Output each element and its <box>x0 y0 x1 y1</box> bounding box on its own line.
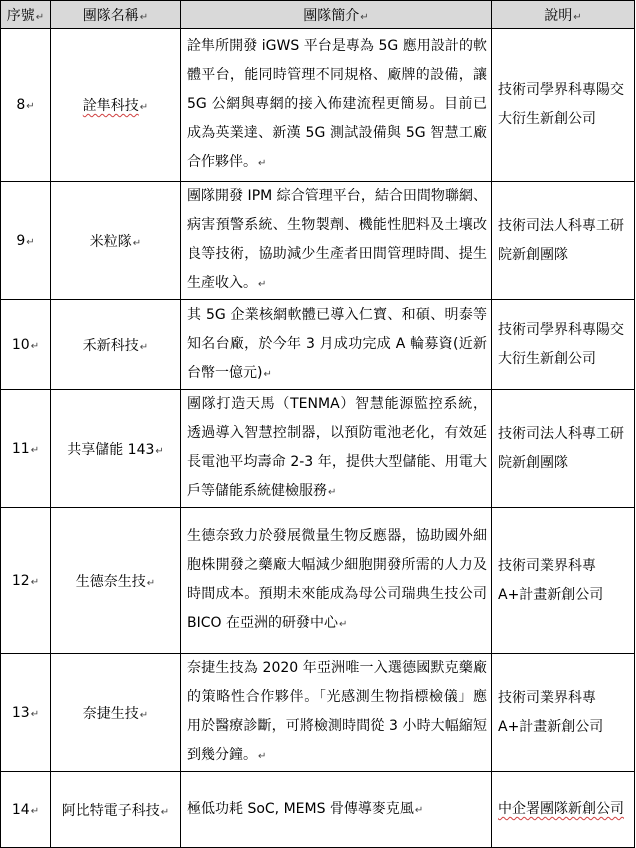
table-row <box>1 182 635 300</box>
cell-no: 10↵ <box>1 300 51 390</box>
cell-note: 技術司學界科專陽交大衍生新創公司 <box>492 29 635 182</box>
cell-note: 中企署團隊新創公司 <box>492 772 635 848</box>
header-row <box>1 1 635 29</box>
cell-name: 奈捷生技↵ <box>51 654 181 772</box>
cell-no: 11↵ <box>1 390 51 508</box>
header-note: 說明↵ <box>492 1 635 29</box>
cell-no: 9↵ <box>1 182 51 300</box>
cell-no: 12↵ <box>1 508 51 654</box>
table-row <box>1 300 635 390</box>
cell-name: 共享儲能 143↵ <box>51 390 181 508</box>
table-row <box>1 508 635 654</box>
cell-note: 技術司業界科專A+計畫新創公司 <box>492 654 635 772</box>
cell-note: 技術司法人科專工研院新創團隊 <box>492 390 635 508</box>
cell-note: 技術司業界科專A+計畫新創公司 <box>492 508 635 654</box>
cell-name: 禾新科技↵ <box>51 300 181 390</box>
table-row <box>1 772 635 848</box>
cell-name: 生德奈生技↵ <box>51 508 181 654</box>
cell-intro: 團隊開發 IPM 綜合管理平台，結合田間物聯網、病害預警系統、生物製劑、機能性肥料及土壤改良等技術，協助減少生產者田間管理時間、提生生產收入。↵ <box>181 182 492 300</box>
table-row <box>1 654 635 772</box>
cell-no: 8↵ <box>1 29 51 182</box>
cell-note: 技術司法人科專工研院新創團隊 <box>492 182 635 300</box>
cell-intro: 奈捷生技為 2020 年亞洲唯一入選德國默克藥廠的策略性合作夥伴。「光感測生物指標檢儀」應用於醫療診斷，可將檢測時間從 3 小時大幅縮短到幾分鐘。↵ <box>181 654 492 772</box>
cell-intro: 團隊打造天馬（TENMA）智慧能源監控系統，透過導入智慧控制器，以預防電池老化，有效延長電池平均壽命 2-3 年，提供大型儲能、用電大戶等儲能系統健檢服務↵ <box>181 390 492 508</box>
header-no: 序號↵ <box>1 1 51 29</box>
cell-intro: 極低功耗 SoC, MEMS 骨傳導麥克風↵ <box>181 772 492 848</box>
cell-name: 阿比特電子科技↵ <box>51 772 181 848</box>
cell-no: 13↵ <box>1 654 51 772</box>
header-intro: 團隊簡介↵ <box>181 1 492 29</box>
cell-name: 詮隼科技↵ <box>51 29 181 182</box>
header-name: 團隊名稱↵ <box>51 1 181 29</box>
cell-name: 米粒隊↵ <box>51 182 181 300</box>
table-row <box>1 390 635 508</box>
cell-note: 技術司學界科專陽交大衍生新創公司 <box>492 300 635 390</box>
table-row <box>1 29 635 182</box>
cell-intro: 其 5G 企業核網軟體已導入仁寶、和碩、明泰等知名台廠，於今年 3 月成功完成 A 輪募資(近新台幣一億元)↵ <box>181 300 492 390</box>
cell-no: 14↵ <box>1 772 51 848</box>
cell-intro: 生德奈致力於發展微量生物反應器，協助國外細胞株開發之藥廠大幅減少細胞開發所需的人力及時間成本。預期未來能成為母公司瑞典生技公司 BICO 在亞洲的研發中心↵ <box>181 508 492 654</box>
cell-intro: 詮隼所開發 iGWS 平台是專為 5G 應用設計的軟體平台，能同時管理不同規格、廠牌的設備，讓 5G 公網與專網的接入佈建流程更簡易。目前已成為英業達、新漢 5G 測試設備與 5G 智慧工廠合作夥伴。↵ <box>181 29 492 182</box>
